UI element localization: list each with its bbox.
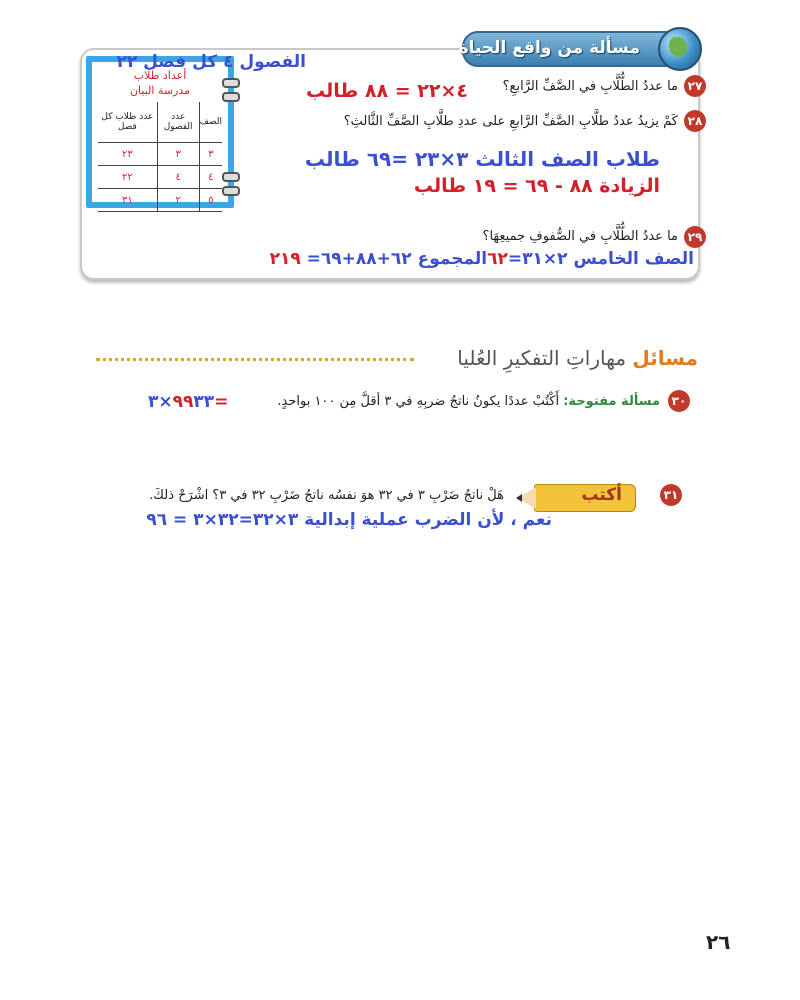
q27-number: ٢٧ xyxy=(684,75,706,97)
q27-answer-line1: الفصول ٤ كل فصل ٢٢ xyxy=(116,52,306,72)
cell-students: ٢٣ xyxy=(98,143,157,166)
q27-answer-line2: ٤×٢٢ = ٨٨ طالب xyxy=(306,80,468,102)
table-row xyxy=(98,143,222,166)
students-table xyxy=(98,102,222,212)
q30-answer-a: ٣٣×٣ xyxy=(148,392,215,412)
page-number: ٢٦ xyxy=(706,930,731,954)
q28-answer-line2: الزيادة ٨٨ - ٦٩ = ١٩ طالب xyxy=(413,175,660,197)
q30-question: أَكْتُبْ عددًا يكونُ ناتجُ ضربِهِ في ٣ أقلَّ مِن ١٠٠ بواحدٍ. xyxy=(277,394,564,409)
pencil-lead-icon xyxy=(516,494,522,502)
section-title-lead: مسائل xyxy=(632,346,698,370)
section-title-rest: مهاراتِ التفكيرِ العُليا xyxy=(457,346,633,370)
section-title xyxy=(457,346,698,370)
cell-grade: ٥ xyxy=(199,189,222,212)
table-row xyxy=(98,189,222,212)
cell-grade: ٣ xyxy=(199,143,222,166)
column-header-classes: عدد الفصول xyxy=(157,102,199,143)
q28-question: كَمْ يزيدُ عددُ طلَّابِ الصَّفِّ الرَّابعِ على عددِ طلَّابِ الصَّفِّ الثَّالثِ؟ xyxy=(343,114,678,129)
table-row xyxy=(98,166,222,189)
column-header-students: عدد طلاب كل فصل xyxy=(98,102,157,143)
q31-question: هَلْ ناتجُ ضَرْبِ ٣ في ٣٢ هوَ نفسُه ناتجُ ضَرْبِ ٣٢ في ٣؟ اشْرَحْ ذلكَ. xyxy=(149,488,504,503)
globe-icon xyxy=(658,27,702,71)
q29-answer-part3: المجموع ٦٢+٨٨+٦٩= xyxy=(300,249,488,269)
real-world-banner xyxy=(458,31,698,67)
cell-students: ٢٢ xyxy=(98,166,157,189)
notebook-title: أعداد طلاب مدرسة البيان xyxy=(129,69,191,97)
q29-question: ما عددُ الطُّلَّابِ في الصُّفوفِ جميعِهَا؟ xyxy=(482,229,678,244)
q30-label: مسألة مفتوحة: xyxy=(563,394,660,409)
binder-ring-icon xyxy=(222,92,240,102)
write-badge-label: أكتب xyxy=(581,485,622,505)
cell-classes: ٣ xyxy=(157,143,199,166)
q29-answer-part1: الصف الخامس ٢×٣١= xyxy=(507,249,694,269)
binder-ring-icon xyxy=(222,186,240,196)
q30-number: ٣٠ xyxy=(668,390,690,412)
q31-number: ٣١ xyxy=(660,484,682,506)
q30-line xyxy=(277,394,660,409)
notebook-page xyxy=(92,62,228,206)
cell-classes: ٤ xyxy=(157,166,199,189)
q29-answer-part2: ٦٢ xyxy=(487,249,508,269)
q29-answer xyxy=(270,249,694,269)
q31-answer: نعم ، لأن الضرب عملية إبدالية ٣×٣٢=٣٢×٣ = ٩٦ xyxy=(146,510,552,530)
column-header-grade: الصف xyxy=(199,102,222,143)
q27-question: ما عددُ الطُّلَّابِ في الصَّفِّ الرَّابعِ؟ xyxy=(502,79,678,94)
binder-ring-icon xyxy=(222,172,240,182)
q28-answer-line1: طلاب الصف الثالث ٣×٢٣ =٦٩ طالب xyxy=(304,147,660,171)
binder-ring-icon xyxy=(222,78,240,88)
banner-label: مسألة من واقع الحياة xyxy=(458,38,640,58)
q28-number: ٢٨ xyxy=(684,110,706,132)
q30-answer xyxy=(148,392,228,412)
cell-students: ٣١ xyxy=(98,189,157,212)
q29-number: ٢٩ xyxy=(684,226,706,248)
cell-grade: ٤ xyxy=(199,166,222,189)
cell-classes: ٢ xyxy=(157,189,199,212)
write-badge xyxy=(518,484,636,510)
q29-answer-part4: ٢١٩ xyxy=(269,249,301,269)
section-divider xyxy=(96,358,414,361)
q30-answer-b: =٩٩ xyxy=(172,392,229,412)
